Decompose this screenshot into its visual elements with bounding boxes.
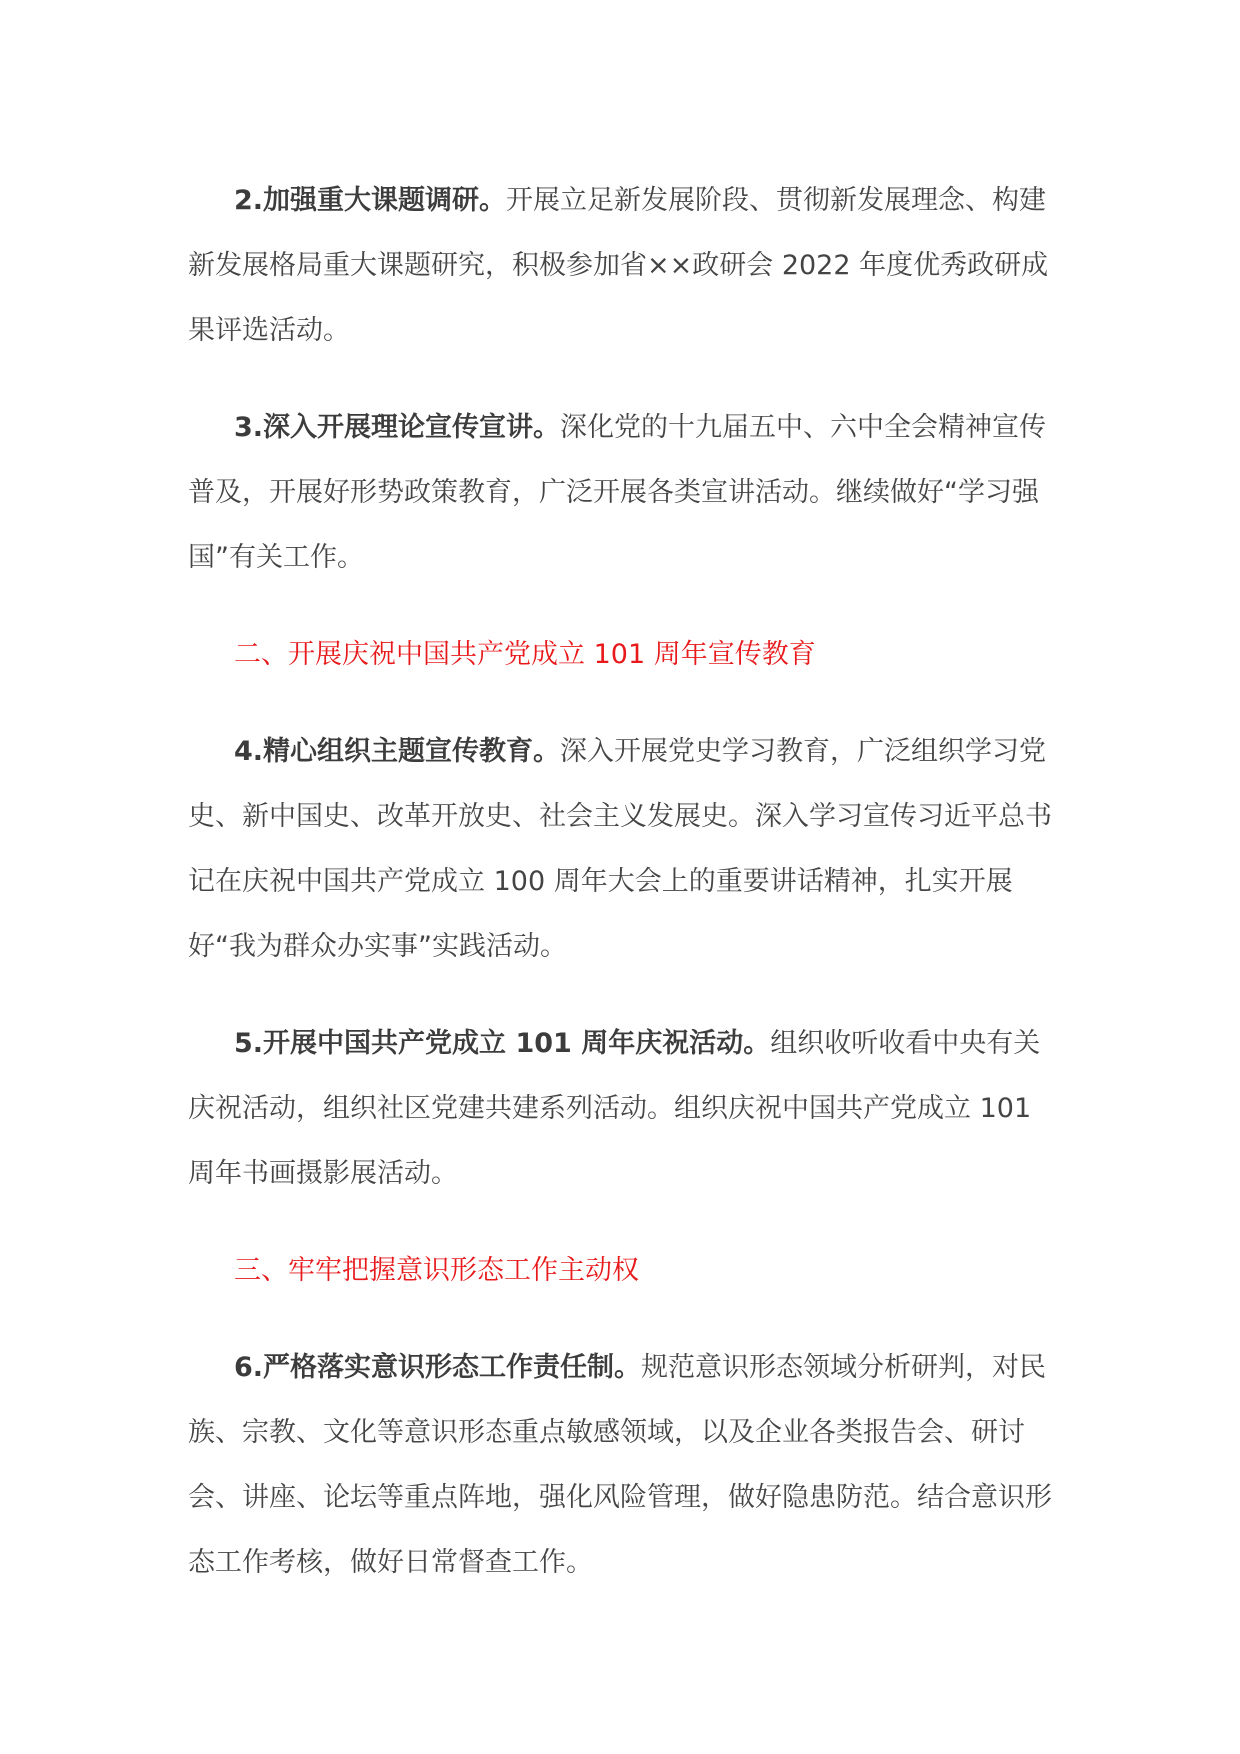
paragraph-item-3 xyxy=(188,395,1064,590)
paragraph-spacer xyxy=(188,979,1064,1011)
paragraph-body: 组织收听收看中央有关庆祝活动，组织社区党建共建系列活动。组织庆祝中国共产党成立 101 周年书画摄影展活动。 xyxy=(188,1028,1041,1189)
paragraph-spacer xyxy=(188,687,1064,719)
paragraph-spacer xyxy=(188,363,1064,395)
paragraph-body: 深入开展党史学习教育，广泛组织学习党史、新中国史、改革开放史、社会主义发展史。深入学习宣传习近平总书记在庆祝中国共产党成立 100 周年大会上的重要讲话精神，扎实开展好“我为群众办实事”实践活动。 xyxy=(188,736,1052,962)
paragraph-lead: 3.深入开展理论宣传宣讲。 xyxy=(234,412,561,443)
paragraph-lead: 4.精心组织主题宣传教育。 xyxy=(234,736,561,767)
paragraph-spacer xyxy=(188,1206,1064,1238)
paragraph-item-2 xyxy=(188,168,1064,363)
paragraph-body: 规范意识形态领域分析研判，对民族、宗教、文化等意识形态重点敏感领域，以及企业各类报告会、研讨会、讲座、论坛等重点阵地，强化风险管理，做好隐患防范。结合意识形态工作考核，做好日常督查工作。 xyxy=(188,1352,1052,1578)
document-page xyxy=(188,168,1064,1595)
section-heading-3: 三、牢牢把握意识形态工作主动权 xyxy=(234,1255,639,1286)
paragraph-lead: 6.严格落实意识形态工作责任制。 xyxy=(234,1352,642,1383)
paragraph-lead: 5.开展中国共产党成立 101 周年庆祝活动。 xyxy=(234,1028,771,1059)
paragraph-spacer xyxy=(188,590,1064,622)
paragraph-item-5 xyxy=(188,1011,1064,1206)
paragraph-body: 开展立足新发展阶段、贯彻新发展理念、构建新发展格局重大课题研究，积极参加省××政研会 2022 年度优秀政研成果评选活动。 xyxy=(188,185,1049,346)
paragraph-item-4 xyxy=(188,719,1064,979)
paragraph-item-6 xyxy=(188,1335,1064,1595)
paragraph-body: 深化党的十九届五中、六中全会精神宣传普及，开展好形势政策教育，广泛开展各类宣讲活动。继续做好“学习强国”有关工作。 xyxy=(188,412,1047,573)
paragraph-spacer xyxy=(188,1303,1064,1335)
section-heading-2: 二、开展庆祝中国共产党成立 101 周年宣传教育 xyxy=(234,639,816,670)
paragraph-lead: 2.加强重大课题调研。 xyxy=(234,185,507,216)
